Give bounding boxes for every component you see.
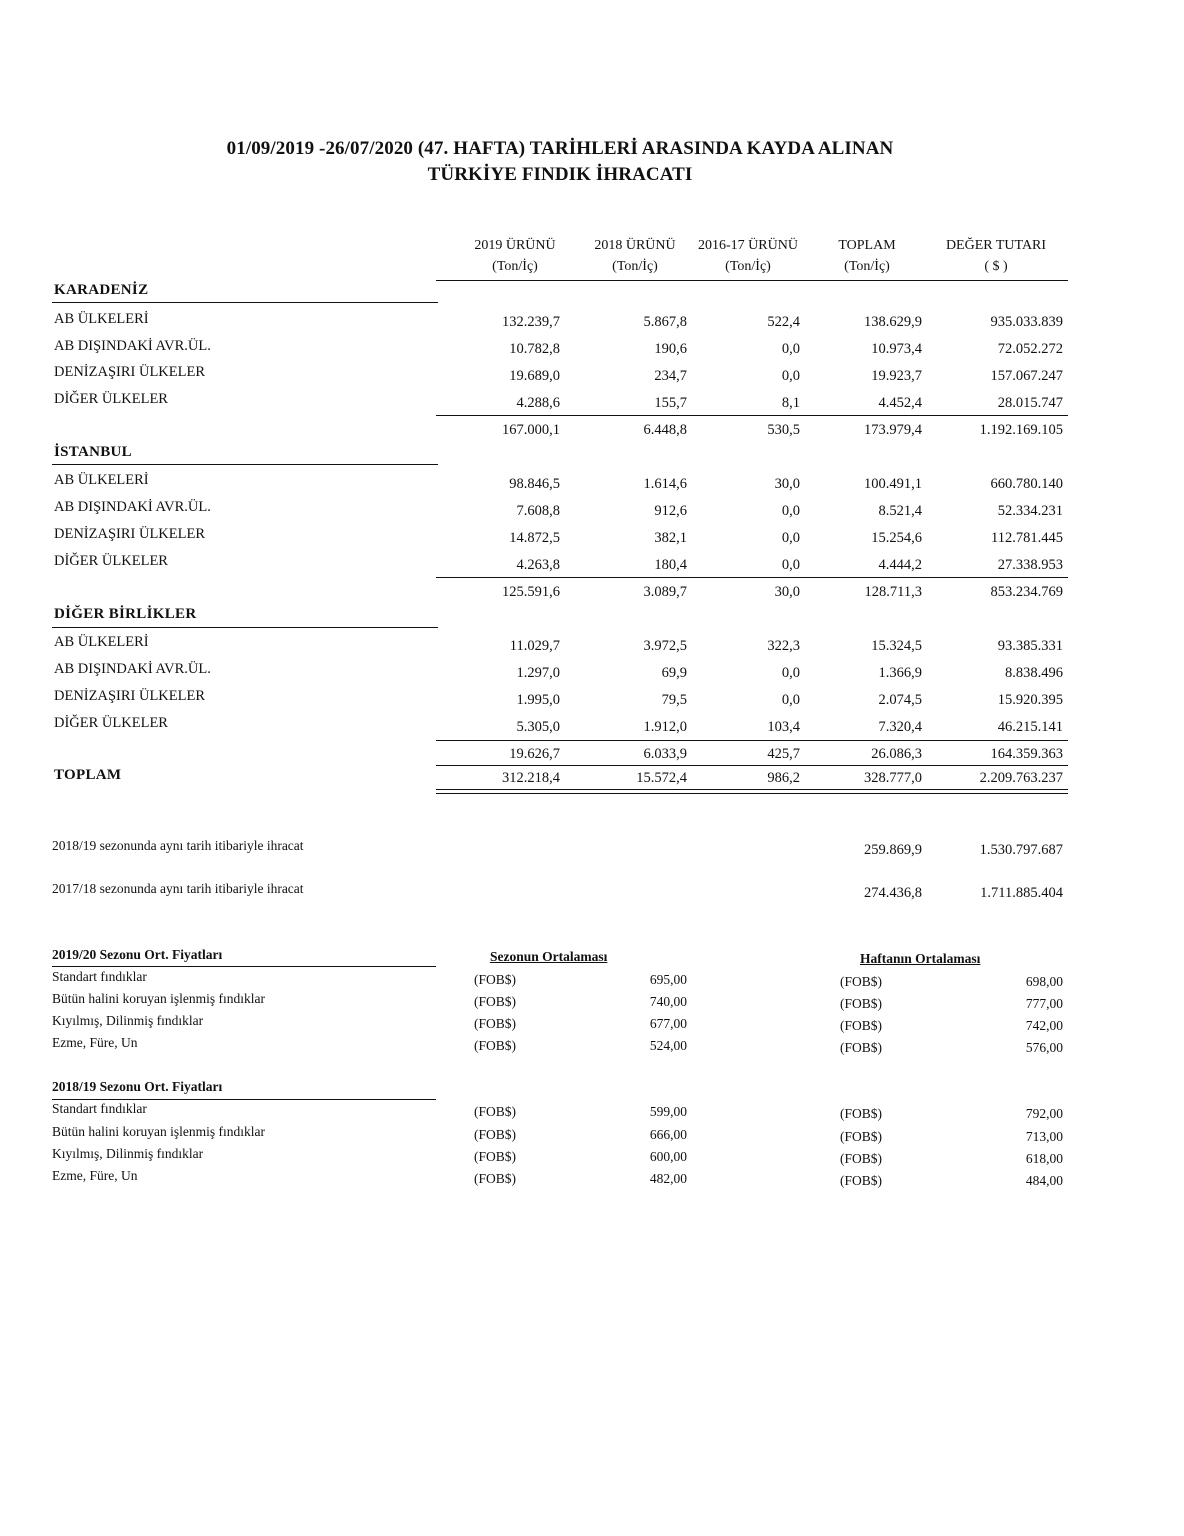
price-block-rule	[52, 966, 436, 967]
cell-2018: 1.912,0	[643, 719, 687, 735]
cell-toplam: 10.973,4	[871, 341, 922, 357]
cell-2019: 14.872,5	[509, 530, 560, 546]
season-price: 599,00	[649, 1104, 687, 1119]
cell-2016-17: 0,0	[781, 530, 800, 546]
cell-deger: 8.838.496	[1005, 665, 1063, 681]
grand-total-double-rule	[436, 789, 1068, 794]
price-block-title-2018-19: 2018/19 Sezonu Ort. Fiyatları	[52, 1079, 223, 1094]
subtotal-rule	[436, 415, 1068, 416]
cell-2016-17: 522,4	[767, 314, 800, 330]
cell-deger: 28.015.747	[997, 395, 1063, 411]
season-unit: (FOB$)	[474, 1104, 517, 1119]
week-price: 618,00	[1025, 1151, 1063, 1166]
price-label: Bütün halini koruyan işlenmiş fındıklar	[52, 991, 265, 1006]
comparison-label: 2017/18 sezonunda aynı tarih itibariyle ihracat	[52, 881, 304, 896]
week-unit: (FOB$)	[840, 1129, 883, 1144]
season-price: 666,00	[649, 1127, 687, 1142]
section-title-istanbul: İSTANBUL	[54, 444, 132, 460]
week-unit: (FOB$)	[840, 1018, 883, 1033]
cell-2019: 19.689,0	[509, 368, 560, 384]
cell-2016-17: 0,0	[781, 665, 800, 681]
subtotal-2019: 125.591,6	[502, 584, 560, 600]
cell-2016-17: 322,3	[767, 638, 800, 654]
row-label: AB DIŞINDAKİ AVR.ÜL.	[54, 661, 211, 677]
price-label: Kıyılmış, Dilinmiş fındıklar	[52, 1146, 204, 1161]
cell-deger: 157.067.247	[990, 368, 1063, 384]
grand-total-deger: 2.209.763.237	[979, 770, 1063, 786]
price-label: Standart fındıklar	[52, 969, 147, 984]
cell-2016-17: 0,0	[781, 503, 800, 519]
cell-toplam: 7.320,4	[878, 719, 922, 735]
column-header-toplam	[812, 235, 922, 277]
season-price: 677,00	[649, 1016, 687, 1031]
cell-2018: 912,6	[654, 503, 687, 519]
cell-2019: 4.288,6	[516, 395, 560, 411]
comparison-label: 2018/19 sezonunda aynı tarih itibariyle ihracat	[52, 838, 304, 853]
row-label: DENİZAŞIRI ÜLKELER	[54, 526, 206, 542]
price-label: Bütün halini koruyan işlenmiş fındıklar	[52, 1124, 265, 1139]
column-header-unit: (Ton/İç)	[725, 259, 771, 274]
subtotal-toplam: 128.711,3	[864, 584, 922, 600]
subtotal-rule	[436, 740, 1068, 741]
cell-deger: 15.920.395	[997, 692, 1063, 708]
subtotal-toplam: 173.979,4	[864, 422, 922, 438]
grand-total-toplam: 328.777,0	[864, 770, 922, 786]
cell-deger: 52.334.231	[997, 503, 1063, 519]
header-rule	[436, 280, 1068, 281]
price-label: Standart fındıklar	[52, 1101, 147, 1116]
cell-toplam: 4.444,2	[878, 557, 922, 573]
cell-deger: 660.780.140	[990, 476, 1063, 492]
season-price: 524,00	[649, 1038, 687, 1053]
price-label: Ezme, Füre, Un	[52, 1035, 138, 1050]
page-title-line-1: 01/09/2019 -26/07/2020 (47. HAFTA) TARİHLERİ ARASINDA KAYDA ALINAN	[226, 138, 894, 159]
subtotal-deger: 853.234.769	[990, 584, 1063, 600]
season-unit: (FOB$)	[474, 994, 517, 1009]
season-price: 600,00	[649, 1149, 687, 1164]
cell-2019: 1.995,0	[516, 692, 560, 708]
cell-toplam: 15.254,6	[871, 530, 922, 546]
column-header-unit: ( $ )	[984, 259, 1008, 274]
season-price: 695,00	[649, 972, 687, 987]
column-header-label: DEĞER TUTARI	[945, 238, 1047, 253]
subtotal-2018: 6.033,9	[643, 746, 687, 762]
comparison-tonnage: 274.436,8	[864, 885, 922, 901]
cell-deger: 72.052.272	[997, 341, 1063, 357]
cell-2018: 3.972,5	[643, 638, 687, 654]
cell-2018: 190,6	[654, 341, 687, 357]
grand-total-2019: 312.218,4	[502, 770, 560, 786]
cell-toplam: 8.521,4	[878, 503, 922, 519]
cell-2019: 5.305,0	[516, 719, 560, 735]
cell-2016-17: 8,1	[781, 395, 800, 411]
comparison-tonnage: 259.869,9	[864, 842, 922, 858]
subtotal-deger: 164.359.363	[990, 746, 1063, 762]
cell-2016-17: 30,0	[774, 476, 800, 492]
cell-2018: 5.867,8	[643, 314, 687, 330]
row-label: DİĞER ÜLKELER	[54, 391, 168, 407]
cell-2019: 98.846,5	[509, 476, 560, 492]
cell-2019: 7.608,8	[516, 503, 560, 519]
price-label: Ezme, Füre, Un	[52, 1168, 138, 1183]
column-header-unit: (Ton/İç)	[492, 259, 538, 274]
section-rule	[52, 302, 438, 303]
week-unit: (FOB$)	[840, 1106, 883, 1121]
season-unit: (FOB$)	[474, 972, 517, 987]
grand-total-top-rule	[436, 765, 1068, 766]
section-title-karadeniz: KARADENİZ	[54, 282, 149, 298]
row-label: DENİZAŞIRI ÜLKELER	[54, 364, 206, 380]
cell-2018: 382,1	[654, 530, 687, 546]
week-unit: (FOB$)	[840, 1151, 883, 1166]
season-price: 482,00	[649, 1171, 687, 1186]
cell-2019: 10.782,8	[509, 341, 560, 357]
week-price: 576,00	[1025, 1040, 1063, 1055]
subtotal-2019: 167.000,1	[502, 422, 560, 438]
subtotal-rule	[436, 577, 1068, 578]
section-rule	[52, 627, 438, 628]
grand-total-2018: 15.572,4	[636, 770, 687, 786]
subtotal-2016-17: 425,7	[767, 746, 800, 762]
cell-2018: 1.614,6	[643, 476, 687, 492]
subtotal-2018: 6.448,8	[643, 422, 687, 438]
season-average-header: Sezonun Ortalaması	[490, 949, 608, 964]
week-price: 742,00	[1025, 1018, 1063, 1033]
section-rule	[52, 464, 438, 465]
subtotal-2019: 19.626,7	[509, 746, 560, 762]
cell-toplam: 2.074,5	[878, 692, 922, 708]
cell-2018: 234,7	[654, 368, 687, 384]
column-header-label: TOPLAM	[838, 238, 896, 253]
row-label: AB ÜLKELERİ	[54, 472, 149, 488]
week-unit: (FOB$)	[840, 1040, 883, 1055]
row-label: AB ÜLKELERİ	[54, 311, 149, 327]
grand-total-label: TOPLAM	[54, 767, 122, 783]
cell-2016-17: 0,0	[781, 692, 800, 708]
week-unit: (FOB$)	[840, 996, 883, 1011]
week-price: 792,00	[1025, 1106, 1063, 1121]
row-label: DİĞER ÜLKELER	[54, 553, 168, 569]
cell-2019: 132.239,7	[502, 314, 560, 330]
season-unit: (FOB$)	[474, 1127, 517, 1142]
cell-deger: 93.385.331	[997, 638, 1063, 654]
cell-2018: 69,9	[661, 665, 687, 681]
cell-2016-17: 0,0	[781, 557, 800, 573]
grand-total-2016-17: 986,2	[767, 770, 800, 786]
subtotal-2016-17: 30,0	[774, 584, 800, 600]
price-block-rule	[52, 1099, 436, 1100]
week-price: 713,00	[1025, 1129, 1063, 1144]
week-unit: (FOB$)	[840, 974, 883, 989]
cell-2018: 180,4	[654, 557, 687, 573]
cell-toplam: 100.491,1	[864, 476, 922, 492]
season-unit: (FOB$)	[474, 1149, 517, 1164]
week-price: 698,00	[1025, 974, 1063, 989]
subtotal-2016-17: 530,5	[767, 422, 800, 438]
season-unit: (FOB$)	[474, 1171, 517, 1186]
price-label: Kıyılmış, Dilinmiş fındıklar	[52, 1013, 204, 1028]
week-average-header: Haftanın Ortalaması	[860, 951, 981, 966]
cell-toplam: 1.366,9	[878, 665, 922, 681]
season-unit: (FOB$)	[474, 1038, 517, 1053]
row-label: AB ÜLKELERİ	[54, 634, 149, 650]
price-block-title-2019-20: 2019/20 Sezonu Ort. Fiyatları	[52, 947, 223, 962]
cell-toplam: 138.629,9	[864, 314, 922, 330]
cell-2016-17: 103,4	[767, 719, 800, 735]
row-label: DENİZAŞIRI ÜLKELER	[54, 688, 206, 704]
column-header-label: 2018 ÜRÜNÜ	[594, 238, 676, 253]
column-header-label: 2019 ÜRÜNÜ	[474, 238, 556, 253]
subtotal-deger: 1.192.169.105	[979, 422, 1063, 438]
comparison-value: 1.711.885.404	[980, 885, 1063, 901]
column-header-label: 2016-17 ÜRÜNÜ	[698, 238, 798, 253]
column-header-unit: (Ton/İç)	[612, 259, 658, 274]
subtotal-toplam: 26.086,3	[871, 746, 922, 762]
week-price: 777,00	[1025, 996, 1063, 1011]
week-price: 484,00	[1025, 1173, 1063, 1188]
cell-2019: 4.263,8	[516, 557, 560, 573]
cell-2016-17: 0,0	[781, 368, 800, 384]
cell-toplam: 4.452,4	[878, 395, 922, 411]
cell-2019: 1.297,0	[516, 665, 560, 681]
cell-2018: 155,7	[654, 395, 687, 411]
column-header-2019	[456, 235, 574, 277]
column-header-deger	[930, 235, 1062, 277]
cell-2019: 11.029,7	[509, 638, 560, 654]
row-label: AB DIŞINDAKİ AVR.ÜL.	[54, 499, 211, 515]
week-unit: (FOB$)	[840, 1173, 883, 1188]
cell-toplam: 19.923,7	[871, 368, 922, 384]
cell-deger: 46.215.141	[997, 719, 1063, 735]
section-title-diger-birlikler: DİĞER BİRLİKLER	[54, 606, 197, 622]
cell-toplam: 15.324,5	[871, 638, 922, 654]
comparison-value: 1.530.797.687	[979, 842, 1063, 858]
cell-deger: 935.033.839	[990, 314, 1063, 330]
row-label: DİĞER ÜLKELER	[54, 715, 168, 731]
column-header-2016-17	[684, 235, 812, 277]
subtotal-2018: 3.089,7	[643, 584, 687, 600]
page-title-line-2: TÜRKİYE FINDIK İHRACATI	[427, 164, 693, 185]
column-header-unit: (Ton/İç)	[844, 259, 890, 274]
cell-deger: 27.338.953	[997, 557, 1063, 573]
cell-2018: 79,5	[661, 692, 687, 708]
season-price: 740,00	[649, 994, 687, 1009]
row-label: AB DIŞINDAKİ AVR.ÜL.	[54, 338, 211, 354]
season-unit: (FOB$)	[474, 1016, 517, 1031]
cell-deger: 112.781.445	[991, 530, 1063, 546]
column-header-2018	[576, 235, 694, 277]
cell-2016-17: 0,0	[781, 341, 800, 357]
